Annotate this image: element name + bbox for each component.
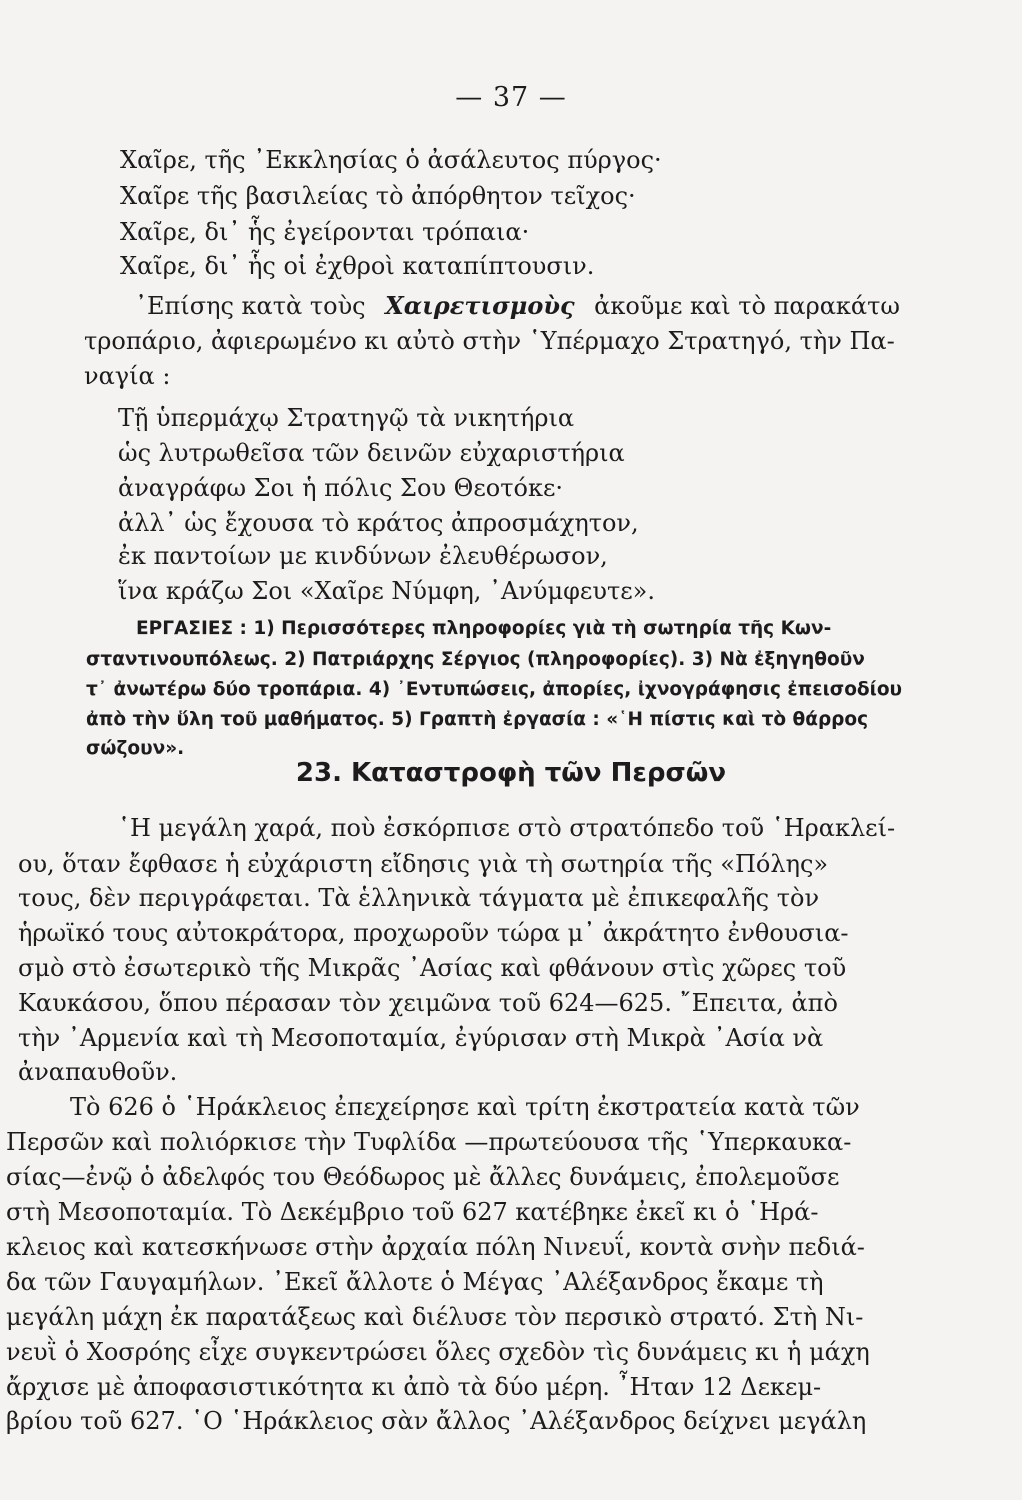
poem1-line: Χαῖρε, δι᾿ ἧς οἱ ἐχθροὶ καταπίπτουσιν.	[120, 252, 595, 280]
poem1-line: Χαῖρε τῆς βασιλείας τὸ ἀπόρθητον τεῖχος·	[120, 182, 636, 210]
intro-bold-term: Χαιρετισμοὺς	[385, 291, 575, 320]
poem2-line: Τῇ ὑπερμάχῳ Στρατηγῷ τὰ νικητήρια	[118, 404, 575, 432]
body-line: Τὸ 626 ὁ ῾Ηράκλειος ἐπεχείρησε καὶ τρίτη ἐκστρατεία κατὰ τῶν	[70, 1093, 860, 1121]
body-line: τους, δὲν περιγράφεται. Τὰ ἑλληνικὰ τάγματα μὲ ἐπικεφαλῆς τὸν	[18, 884, 820, 912]
body-line: δα τῶν Γαυγαμήλων. ᾿Εκεῖ ἄλλοτε ὁ Μέγας ᾿Αλέξανδρος ἔκαμε τὴ	[6, 1268, 824, 1296]
body-line: σίας—ἐνῷ ὁ ἀδελφός του Θεόδωρος μὲ ἄλλες δυνάμεις, ἐπολεμοῦσε	[6, 1163, 840, 1191]
poem2-line: ἀναγράφω Σοι ἡ πόλις Σου Θεοτόκε·	[118, 474, 564, 502]
body-line: Καυκάσου, ὅπου πέρασαν τὸν χειμῶνα τοῦ 624—625. ῎Επειτα, ἀπὸ	[18, 989, 838, 1017]
body-line: κλειος καὶ κατεσκήνωσε στὴν ἀρχαία πόλη Νινευΐ, κοντὰ σνὴν πεδιά-	[6, 1233, 865, 1261]
body-line: τὴν ᾿Αρμενία καὶ τὴ Μεσοποταμία, ἐγύρισαν στὴ Μικρὰ ᾿Ασία νὰ	[18, 1024, 824, 1052]
body-line: βρίου τοῦ 627. ῾Ο ῾Ηράκλειος σὰν ἄλλος ᾿Αλέξανδρος δείχνει μεγάλη	[6, 1407, 867, 1435]
body-line: νευῒ ὁ Χοσρόης εἶχε συγκεντρώσει ὅλες σχεδὸν τὶς δυνάμεις κι ἡ μάχη	[6, 1338, 870, 1366]
body-line: ἄρχισε μὲ ἀποφασιστικότητα κι ἀπὸ τὰ δύο μέρη. ῏Ηταν 12 Δεκεμ-	[6, 1373, 822, 1401]
poem2-line: ὡς λυτρωθεῖσα τῶν δεινῶν εὐχαριστήρια	[118, 439, 625, 467]
body-line: ῾Η μεγάλη χαρά, ποὺ ἐσκόρπισε στὸ στρατόπεδο τοῦ ῾Ηρακλεί-	[118, 814, 896, 842]
intro-text-b: ἀκοῦμε καὶ τὸ παρακάτω	[594, 292, 900, 320]
exercises-line: σώζουν».	[86, 738, 185, 759]
body-line: σμὸ στὸ ἐσωτερικὸ τῆς Μικρᾶς ᾿Ασίας καὶ φθάνουν στὶς χῶρες τοῦ	[18, 954, 847, 982]
poem1-line: Χαῖρε, δι᾿ ἧς ἐγείρονται τρόπαια·	[120, 218, 530, 246]
body-line: ἡρωϊκό τους αὐτοκράτορα, προχωροῦν τώρα μ᾿ ἀκράτητο ἐνθουσια-	[18, 919, 849, 947]
poem1-line: Χαῖρε, τῆς ᾿Εκκλησίας ὁ ἀσάλευτος πύργος·	[120, 146, 662, 174]
body-line: στὴ Μεσοποταμία. Τὸ Δεκέμβριο τοῦ 627 κατέβηκε ἐκεῖ κι ὁ ῾Ηρά-	[6, 1198, 819, 1226]
intro-line-1	[135, 290, 900, 322]
intro-line-2: τροπάριο, ἀφιερωμένο κι αὐτὸ στὴν ῾Υπέρμαχο Στρατηγό, τὴν Πα-	[84, 327, 895, 355]
body-line: μεγάλη μάχη ἐκ παρατάξεως καὶ διέλυσε τὸν περσικὸ στρατό. Στὴ Νι-	[6, 1303, 864, 1331]
exercises-line: σταντινουπόλεως. 2) Πατριάρχης Σέργιος (πληροφορίες). 3) Νὰ ἐξηγηθοῦν	[86, 649, 865, 670]
body-line: ου, ὅταν ἔφθασε ἡ εὐχάριστη εἴδησις γιὰ τὴ σωτηρία τῆς «Πόλης»	[18, 850, 829, 878]
body-line: ἀναπαυθοῦν.	[18, 1058, 178, 1086]
section-title: 23. Καταστροφὴ τῶν Περσῶν	[295, 758, 727, 788]
page-number: — 37 —	[455, 82, 567, 113]
intro-line-3: ναγία :	[84, 362, 171, 390]
exercises-line: ἀπὸ τὴν ὕλη τοῦ μαθήματος. 5) Γραπτὴ ἐργασία : «῾Η πίστις καὶ τὸ θάρρος	[86, 709, 869, 730]
intro-text-a: ᾿Επίσης κατὰ τοὺς	[135, 292, 366, 320]
exercises-line: ΕΡΓΑΣΙΕΣ : 1) Περισσότερες πληροφορίες γιὰ τὴ σωτηρία τῆς Κων-	[136, 618, 832, 639]
poem2-line: ἀλλ᾿ ὡς ἔχουσα τὸ κράτος ἀπροσμάχητον,	[118, 509, 639, 537]
body-line: Περσῶν καὶ πολιόρκισε τὴν Τυφλίδα —πρωτεύουσα τῆς ῾Υπερκαυκα-	[6, 1128, 852, 1156]
poem2-line: ἵνα κράζω Σοι «Χαῖρε Νύμφη, ᾿Ανύμφευτε».	[118, 577, 655, 605]
exercises-line: τ᾿ ἀνωτέρω δύο τροπάρια. 4) ᾿Εντυπώσεις, ἀπορίες, ἰχνογράφησις ἐπεισοδίου	[86, 679, 903, 700]
poem2-line: ἐκ παντοίων με κινδύνων ἐλευθέρωσον,	[118, 542, 608, 570]
